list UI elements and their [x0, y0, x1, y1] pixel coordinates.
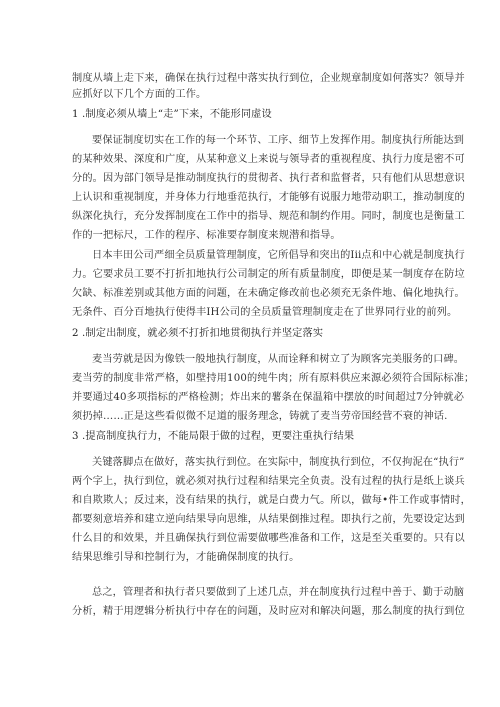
- section-heading-1: 1 .制度必须从墙上“走”下来，不能形同虚设: [72, 109, 272, 120]
- section-heading-3: 3 .提高制度执行力，不能局限于做的过程，更要注重执行结果: [72, 431, 355, 442]
- paragraph-line: 的某种效果、深度和广度，从某种意义上来说与领导者的重视程度、执行力度是密不可: [72, 154, 465, 165]
- paragraph-line: 两个字上，执行到位，就必须对执行过程和结果完全负责。没有过程的执行是纸上谈兵: [72, 476, 465, 487]
- conclusion-line: 分析，精于用逻辑分析执行中存在的问题，及时应对和解决问题，那么制度的执行到位: [72, 606, 465, 617]
- paragraph-line: 上认识和重视制度，并身体力行地垂范执行，才能够有说服力地带动职工，推动制度的: [72, 192, 465, 203]
- intro-line: 应抓好以下几个方面的工作。: [72, 89, 207, 100]
- section-heading-2: 2 .制定出制度，就必须不打折扣地贯彻执行并坚定落实: [72, 328, 324, 339]
- paragraph-line: 要保证制度切实在工作的每一个环节、工序、细节上发挥作用。制度执行所能达到: [92, 135, 465, 146]
- intro-line: 制度从墙上走下来，确保在执行过程中落实执行到位，企业规章制度如何落实？领导并: [72, 73, 465, 84]
- paragraph-line: 结果思维引导和控制行为，才能确保制度的执行。: [72, 552, 300, 563]
- paragraph-line: 无条件、百分百地执行使得丰IH公司的全员质量管理制度走在了世界同行业的前列。: [72, 307, 458, 318]
- paragraph-line: 都要刻意培养和建立逆向结果导向思维，从结果倒推过程。即执行之前，先要设定达到: [72, 514, 465, 525]
- paragraph-line: 并要通过40多项指标的严格检测；炸出来的薯条在保温箱中摆放的时间超过7分钟就必: [72, 392, 465, 403]
- paragraph-line: 麦当劳就是因为像铁一般地执行制度，从而诠释和树立了为顾客完美服务的口碑。: [92, 354, 465, 365]
- conclusion-line: 总之，管理者和执行者只要做到了上述几点，并在制度执行过程中善于、勤于动脑: [92, 587, 465, 598]
- paragraph-line: 日本丰田公司严细全员质量管理制度，它所倡导和突出的Iii点和中心就是制度执行: [92, 250, 465, 261]
- paragraph-line: 麦当劳的制度非常严格，如壁持用100的纯牛肉；所有原料供应来源必须符合国际标准；: [72, 373, 475, 384]
- paragraph-line: 欠缺、标准差别或其他方面的问题，在未确定修改前也必须充无条件地、偏化地执行。: [72, 288, 465, 299]
- paragraph-line: 什么目的和效果，并且确保执行到位需要做哪些准备和工作，这是至关重要的。只有以: [72, 533, 465, 544]
- paragraph-line: 关键落脚点在做好，落实执行到位。在实际中，制度执行到位，不仅拘泥在“执行”: [92, 457, 465, 468]
- paragraph-line: 分的。因为部门领导是推动制度执行的贯彻者、执行者和监督者，只有他们从思想意识: [72, 173, 465, 184]
- paragraph-line: 纵深化执行，充分发挥制度在工作中的指导、规范和制约作用。同时，制度也是衡量工: [72, 211, 465, 222]
- paragraph-line: 须扔掉……正是这些看似微不足道的服务理念，铸就了麦当劳帝国经营不衰的神话.: [72, 411, 448, 422]
- paragraph-line: 力。它要求员工要不打折扣地执行公司制定的所有质量制度，即便是某一制度存在防垃: [72, 269, 465, 280]
- paragraph-line: 和自欺欺人；反过来，没有结果的执行，就是白费力气。所以，做每•件工作或事情时，: [72, 495, 471, 506]
- paragraph-line: 作的一把标尺，工作的程序、标准要存制度来规潜和指导。: [72, 230, 341, 241]
